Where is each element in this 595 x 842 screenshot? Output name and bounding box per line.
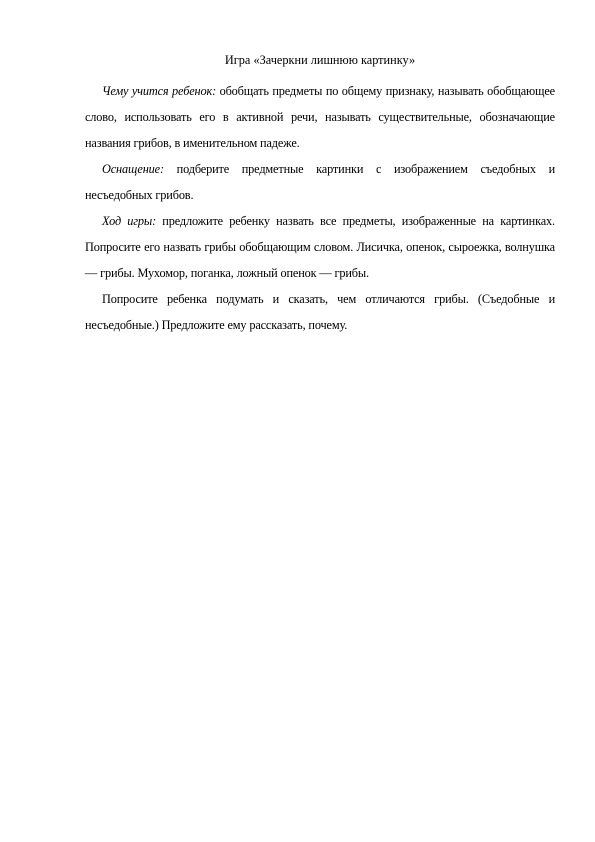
paragraph-learning-goal xyxy=(85,78,555,156)
paragraph-lead: Оснащение: xyxy=(102,162,164,176)
paragraph-text: подберите предметные картинки с изображением съедобных и несъедобных грибов. xyxy=(85,162,555,202)
document-page xyxy=(85,52,555,338)
paragraph-text: обобщать предметы по общему признаку, называть обобщающее слово, использовать его в активной речи, называть существительные, обозначающие названия грибов, в именительном падеже. xyxy=(85,84,555,150)
paragraph-text: предложите ребенку назвать все предметы, изображенные на картинках. Попросите его назвать грибы обобщающим словом. Лисичка, опенок, сыроежка, волнушка — грибы. Мухомор, поганка, ложный опенок — грибы. xyxy=(85,214,555,280)
paragraph-game-procedure xyxy=(85,208,555,286)
document-title: Игра «Зачеркни лишнюю картинку» xyxy=(224,53,416,67)
paragraph-text: Попросите ребенка подумать и сказать, чем отличаются грибы. (Съедобные и несъедобные.) Предложите ему рассказать, почему. xyxy=(85,292,555,332)
paragraph-lead: Ход игры: xyxy=(102,214,157,228)
paragraph-lead: Чему учится ребенок: xyxy=(102,84,217,98)
paragraph-equipment xyxy=(85,156,555,208)
paragraph-follow-up xyxy=(85,286,555,338)
